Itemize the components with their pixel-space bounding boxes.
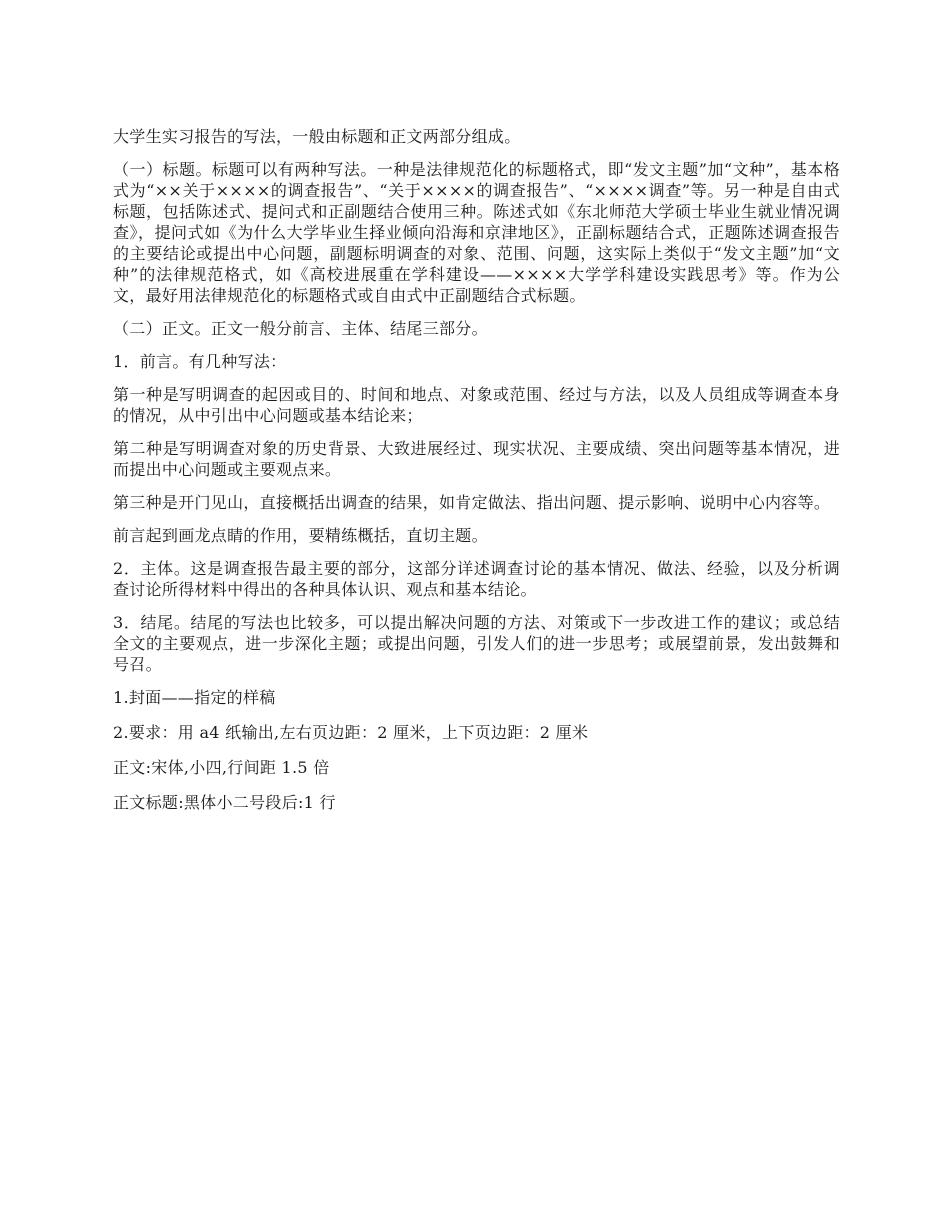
body-section-heading: （二）正文。正文一般分前言、主体、结尾三部分。 [113, 319, 488, 338]
preface-summary: 前言起到画龙点睛的作用，要精练概括，直切主题。 [113, 526, 488, 545]
body-font-requirement: 正文:宋体,小四,行间距 1.5 倍 [113, 758, 330, 777]
title-font-requirement: 正文标题:黑体小二号段后:1 行 [113, 793, 336, 812]
document-body [113, 126, 840, 827]
preface-method-3: 第三种是开门见山，直接概括出调查的结果，如肯定做法、指出问题、提示影响、说明中心内容等。 [113, 493, 831, 512]
preface-method-1: 第一种是写明调查的起因或目的、时间和地点、对象或范围、经过与方法，以及人员组成等调查本身的情况，从中引出中心问题或基本结论来； [113, 385, 840, 425]
preface-method-2: 第二种是写明调查对象的历史背景、大致进展经过、现实状况、主要成绩、突出问题等基本情况，进而提出中心问题或主要观点来。 [113, 439, 840, 479]
main-body-paragraph: 2．主体。这是调查报告最主要的部分，这部分详述调查讨论的基本情况、做法、经验，以及分析调查讨论所得材料中得出的各种具体认识、观点和基本结论。 [113, 559, 840, 599]
preface-heading: 1．前言。有几种写法： [113, 352, 287, 371]
intro-paragraph: 大学生实习报告的写法，一般由标题和正文两部分组成。 [113, 127, 521, 146]
cover-requirement: 1.封面——指定的样稿 [113, 688, 276, 707]
paper-requirement: 2.要求：用 a4 纸输出,左右页边距：2 厘米，上下页边距：2 厘米 [113, 723, 589, 742]
title-section-paragraph: （一）标题。标题可以有两种写法。一种是法律规范化的标题格式，即“发文主题”加“文种”，基本格式为“××关于××××的调查报告”、“关于××××的调查报告”、“××××调查”等。另一种是自由式标题，包括陈述式、提问式和正副题结合使用三种。陈述式如《东北师范大学硕士毕业生就业情况调查》，提问式如《为什么大学毕业生择业倾向沿海和京津地区》，正副标题结合式，正题陈述调查报告的主要结论或提出中心问题，副题标明调查的对象、范围、问题，这实际上类似于“发文主题”加“文种”的法律规范格式，如《高校进展重在学科建设——××××大学学科建设实践思考》等。作为公文，最好用法律规范化的标题格式或自由式中正副题结合式标题。 [113, 160, 840, 305]
conclusion-paragraph: 3．结尾。结尾的写法也比较多，可以提出解决问题的方法、对策或下一步改进工作的建议；或总结全文的主要观点，进一步深化主题；或提出问题，引发人们的进一步思考；或展望前景，发出鼓舞和号召。 [113, 613, 840, 674]
